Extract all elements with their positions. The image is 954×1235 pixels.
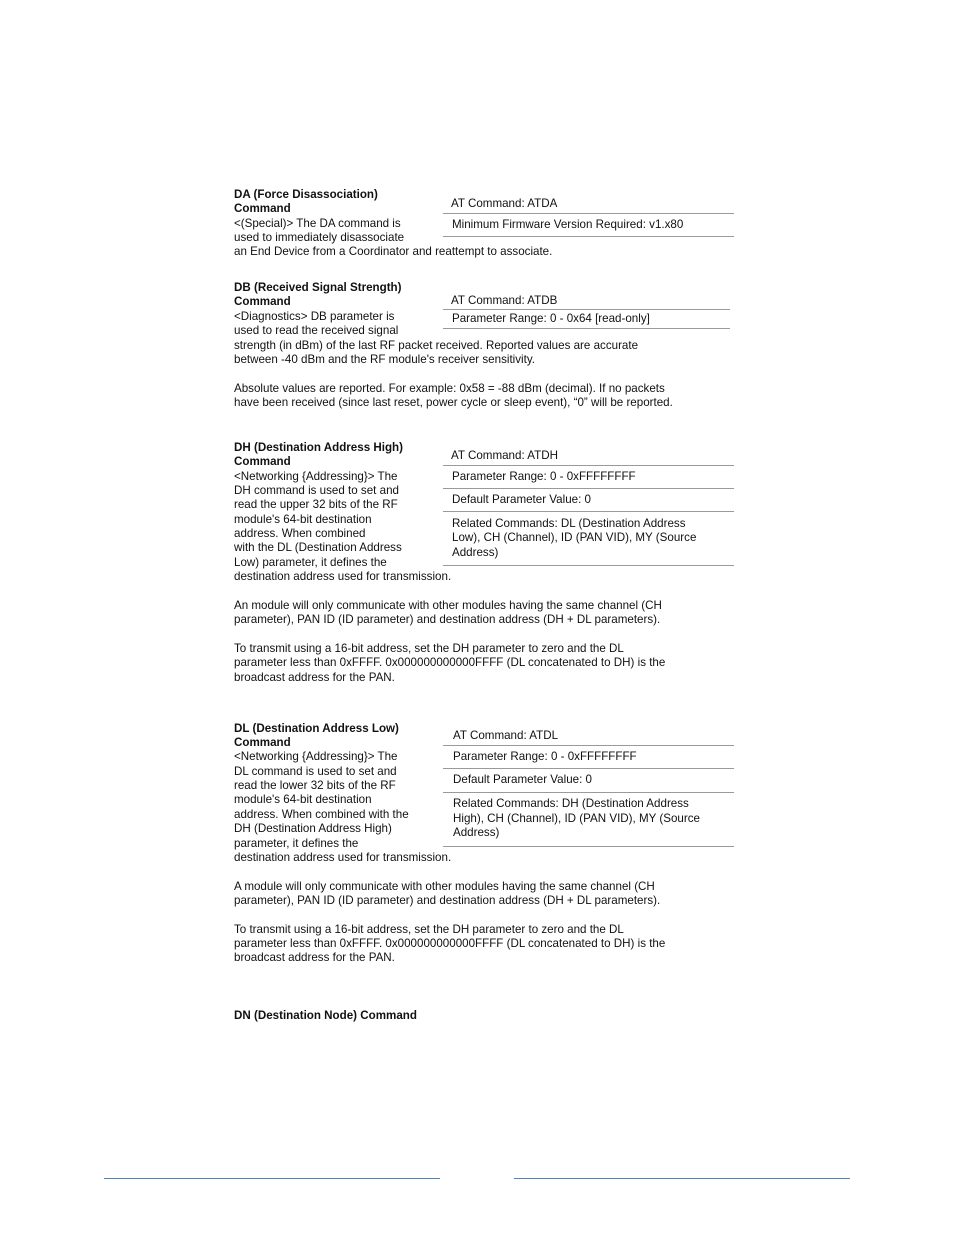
dl-related-line: High), CH (Channel), ID (PAN VID), MY (Source: [453, 812, 700, 825]
dh-related-line: Address): [452, 546, 499, 559]
dh-related-line: Related Commands: DL (Destination Address: [452, 517, 686, 530]
db-paragraph-line: Absolute values are reported. For example: 0x58 = -88 dBm (decimal). If no packets: [234, 382, 665, 395]
db-description-line: <Diagnostics> DB parameter is: [234, 310, 395, 323]
db-description-line: strength (in dBm) of the last RF packet received. Reported values are accurate: [234, 339, 639, 352]
table-rule: [443, 745, 734, 746]
table-rule: [443, 465, 734, 466]
db-parameter-range: Parameter Range: 0 - 0x64 [read-only]: [452, 312, 650, 325]
dh-description-line: read the upper 32 bits of the RF: [234, 498, 398, 511]
dh-paragraph-line: To transmit using a 16-bit address, set the DH parameter to zero and the DL: [234, 642, 624, 655]
dl-description-line: <Networking {Addressing}> The: [234, 750, 398, 763]
da-min-firmware: Minimum Firmware Version Required: v1.x80: [452, 218, 684, 231]
dl-related-line: Address): [453, 826, 500, 839]
db-paragraph-line: have been received (since last reset, power cycle or sleep event), “0” will be reported.: [234, 396, 673, 409]
table-rule: [443, 488, 734, 489]
table-rule: [443, 792, 734, 793]
dh-default-value: Default Parameter Value: 0: [452, 493, 591, 506]
dl-description-line: read the lower 32 bits of the RF: [234, 779, 396, 792]
db-heading: DB (Received Signal Strength): [234, 281, 402, 294]
dh-parameter-range: Parameter Range: 0 - 0xFFFFFFFF: [452, 470, 636, 483]
dl-heading: DL (Destination Address Low): [234, 722, 399, 735]
table-rule: [443, 213, 734, 214]
dl-description-line: DL command is used to set and: [234, 765, 397, 778]
dl-heading-line2: Command: [234, 736, 291, 749]
dn-heading: DN (Destination Node) Command: [234, 1009, 417, 1022]
dl-at-command: AT Command: ATDL: [453, 729, 559, 742]
dh-related-line: Low), CH (Channel), ID (PAN VID), MY (Source: [452, 531, 697, 544]
da-at-command: AT Command: ATDA: [451, 197, 558, 210]
table-rule: [443, 565, 734, 566]
dl-parameter-range: Parameter Range: 0 - 0xFFFFFFFF: [453, 750, 637, 763]
table-rule: [443, 328, 730, 329]
dh-description-line: DH command is used to set and: [234, 484, 399, 497]
dh-heading-line2: Command: [234, 455, 291, 468]
table-rule: [443, 309, 730, 310]
dl-default-value: Default Parameter Value: 0: [453, 773, 592, 786]
dl-paragraph-line: To transmit using a 16-bit address, set the DH parameter to zero and the DL: [234, 923, 624, 936]
dl-description-line: module's 64-bit destination: [234, 793, 372, 806]
db-description-line: used to read the received signal: [234, 324, 399, 337]
dh-description-line: destination address used for transmission.: [234, 570, 452, 583]
da-heading-line2: Command: [234, 202, 291, 215]
dh-description-line: with the DL (Destination Address: [234, 541, 402, 554]
db-at-command: AT Command: ATDB: [451, 294, 558, 307]
dh-paragraph-line: parameter), PAN ID (ID parameter) and destination address (DH + DL parameters).: [234, 613, 661, 626]
footer-rule-left: [104, 1178, 440, 1179]
dl-description-line: parameter, it defines the: [234, 837, 359, 850]
dh-paragraph-line: parameter less than 0xFFFF. 0x000000000000FFFF (DL concatenated to DH) is the: [234, 656, 666, 669]
db-description-line: between -40 dBm and the RF module's receiver sensitivity.: [234, 353, 535, 366]
dl-description-line: destination address used for transmission.: [234, 851, 452, 864]
table-rule: [443, 236, 734, 237]
table-rule: [443, 511, 734, 512]
da-description-line: an End Device from a Coordinator and reattempt to associate.: [234, 245, 553, 258]
db-heading-line2: Command: [234, 295, 291, 308]
dl-description-line: address. When combined with the: [234, 808, 409, 821]
dh-paragraph-line: An module will only communicate with other modules having the same channel (CH: [234, 599, 662, 612]
dh-description-line: address. When combined: [234, 527, 366, 540]
dl-paragraph-line: broadcast address for the PAN.: [234, 951, 395, 964]
da-description-line: <(Special)> The DA command is: [234, 217, 401, 230]
dh-description-line: Low) parameter, it defines the: [234, 556, 387, 569]
dh-description-line: <Networking {Addressing}> The: [234, 470, 398, 483]
dl-paragraph-line: parameter less than 0xFFFF. 0x000000000000FFFF (DL concatenated to DH) is the: [234, 937, 666, 950]
dl-description-line: DH (Destination Address High): [234, 822, 392, 835]
dl-paragraph-line: parameter), PAN ID (ID parameter) and destination address (DH + DL parameters).: [234, 894, 661, 907]
table-rule: [443, 768, 734, 769]
dh-heading: DH (Destination Address High): [234, 441, 403, 454]
dh-at-command: AT Command: ATDH: [451, 449, 558, 462]
dl-related-line: Related Commands: DH (Destination Address: [453, 797, 689, 810]
dh-paragraph-line: broadcast address for the PAN.: [234, 671, 395, 684]
footer-rule-right: [514, 1178, 850, 1179]
table-rule: [443, 846, 734, 847]
da-description-line: used to immediately disassociate: [234, 231, 405, 244]
da-heading: DA (Force Disassociation): [234, 188, 378, 201]
dl-paragraph-line: A module will only communicate with other modules having the same channel (CH: [234, 880, 655, 893]
dh-description-line: module's 64-bit destination: [234, 513, 372, 526]
